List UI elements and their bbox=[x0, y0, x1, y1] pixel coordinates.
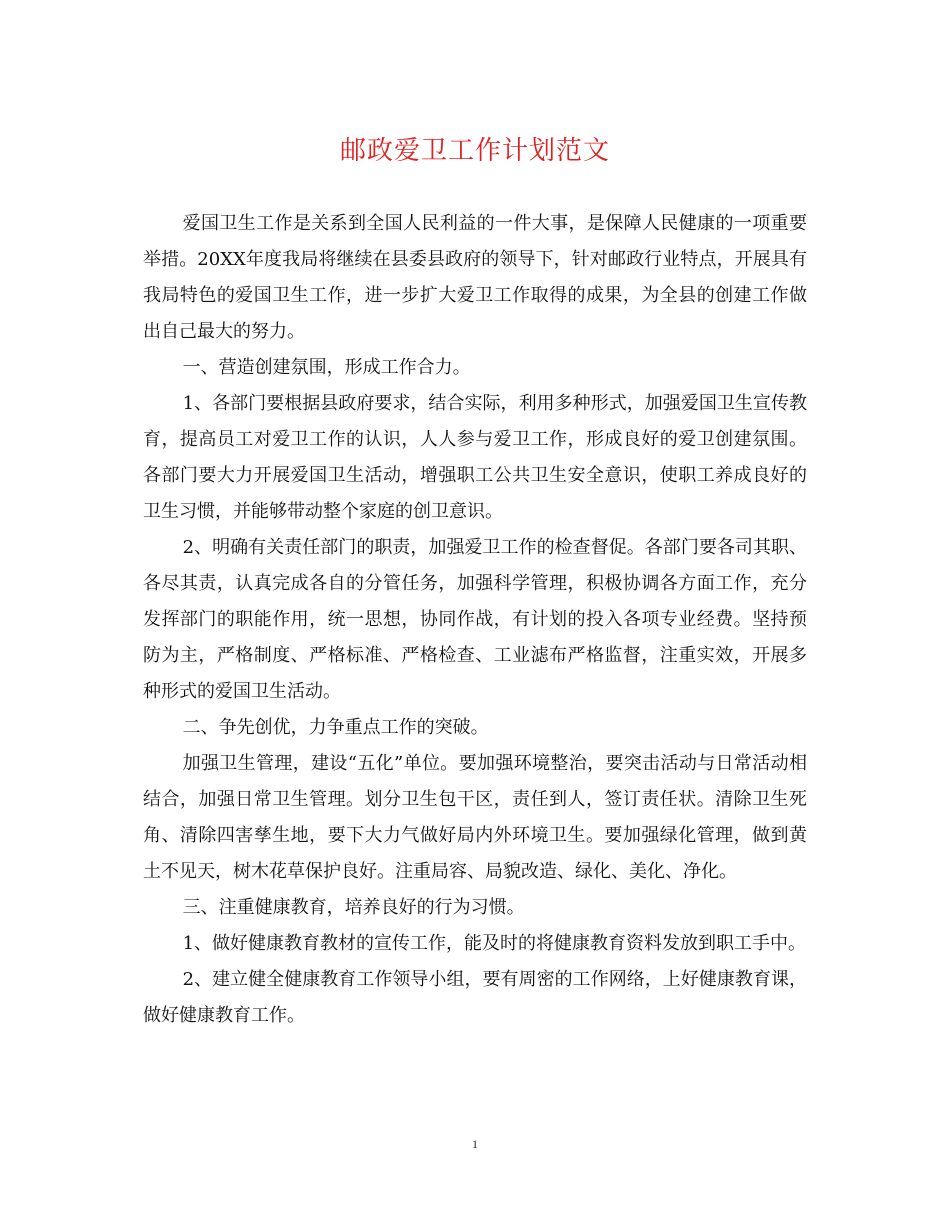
paragraph-1-1: 1、各部门要根据县政府要求，结合实际，利用多种形式，加强爱国卫生宣传教育，提高员工对爱卫工作的认识，人人参与爱卫工作，形成良好的爱卫创建氛围。各部门要大力开展爱国卫生活动，增强职工公共卫生安全意识，使职工养成良好的卫生习惯，并能够带动整个家庭的创卫意识。 bbox=[143, 393, 807, 522]
section-heading-1: 一、营造创建氛围，形成工作合力。 bbox=[182, 357, 471, 378]
paragraph-1-2: 2、明确有关责任部门的职责，加强爱卫工作的检查督促。各部门要各司其职、各尽其责，认真完成各自的分管任务，加强科学管理，积极协调各方面工作，充分发挥部门的职能作用，统一思想，协同作战，有计划的投入各项专业经费。坚持预防为主，严格制度、严格标准、严格检查、工业滤布严格监督，注重实效，开展多种形式的爱国卫生活动。 bbox=[143, 537, 807, 702]
paragraph-intro: 爱国卫生工作是关系到全国人民利益的一件大事，是保障人民健康的一项重要举措。20XX年度我局将继续在县委县政府的领导下，针对邮政行业特点，开展具有我局特色的爱国卫生工作，进一步扩大爱卫工作取得的成果，为全县的创建工作做出自己最大的努力。 bbox=[143, 213, 807, 342]
section-heading-2: 二、争先创优，力争重点工作的突破。 bbox=[182, 717, 489, 738]
document-title: 邮政爱卫工作计划范文 bbox=[339, 136, 610, 166]
section-heading-3: 三、注重健康教育，培养良好的行为习惯。 bbox=[182, 897, 525, 918]
paragraph-2: 加强卫生管理，建设“五化”单位。要加强环境整治，要突击活动与日常活动相结合，加强日常卫生管理。划分卫生包干区，责任到人，签订责任状。清除卫生死角、清除四害孳生地，要下大力气做好局内外环境卫生。要加强绿化管理，做到黄土不见天，树木花草保护良好。注重局容、局貌改造、绿化、美化、净化。 bbox=[143, 753, 807, 882]
page-number: 1 bbox=[472, 1137, 478, 1151]
paragraph-3-1: 1、做好健康教育教材的宣传工作，能及时的将健康教育资料发放到职工手中。 bbox=[182, 933, 807, 954]
document-body bbox=[143, 206, 807, 1034]
paragraph-3-2: 2、建立健全健康教育工作领导小组，要有周密的工作网络，上好健康教育课，做好健康教育工作。 bbox=[143, 969, 807, 1026]
